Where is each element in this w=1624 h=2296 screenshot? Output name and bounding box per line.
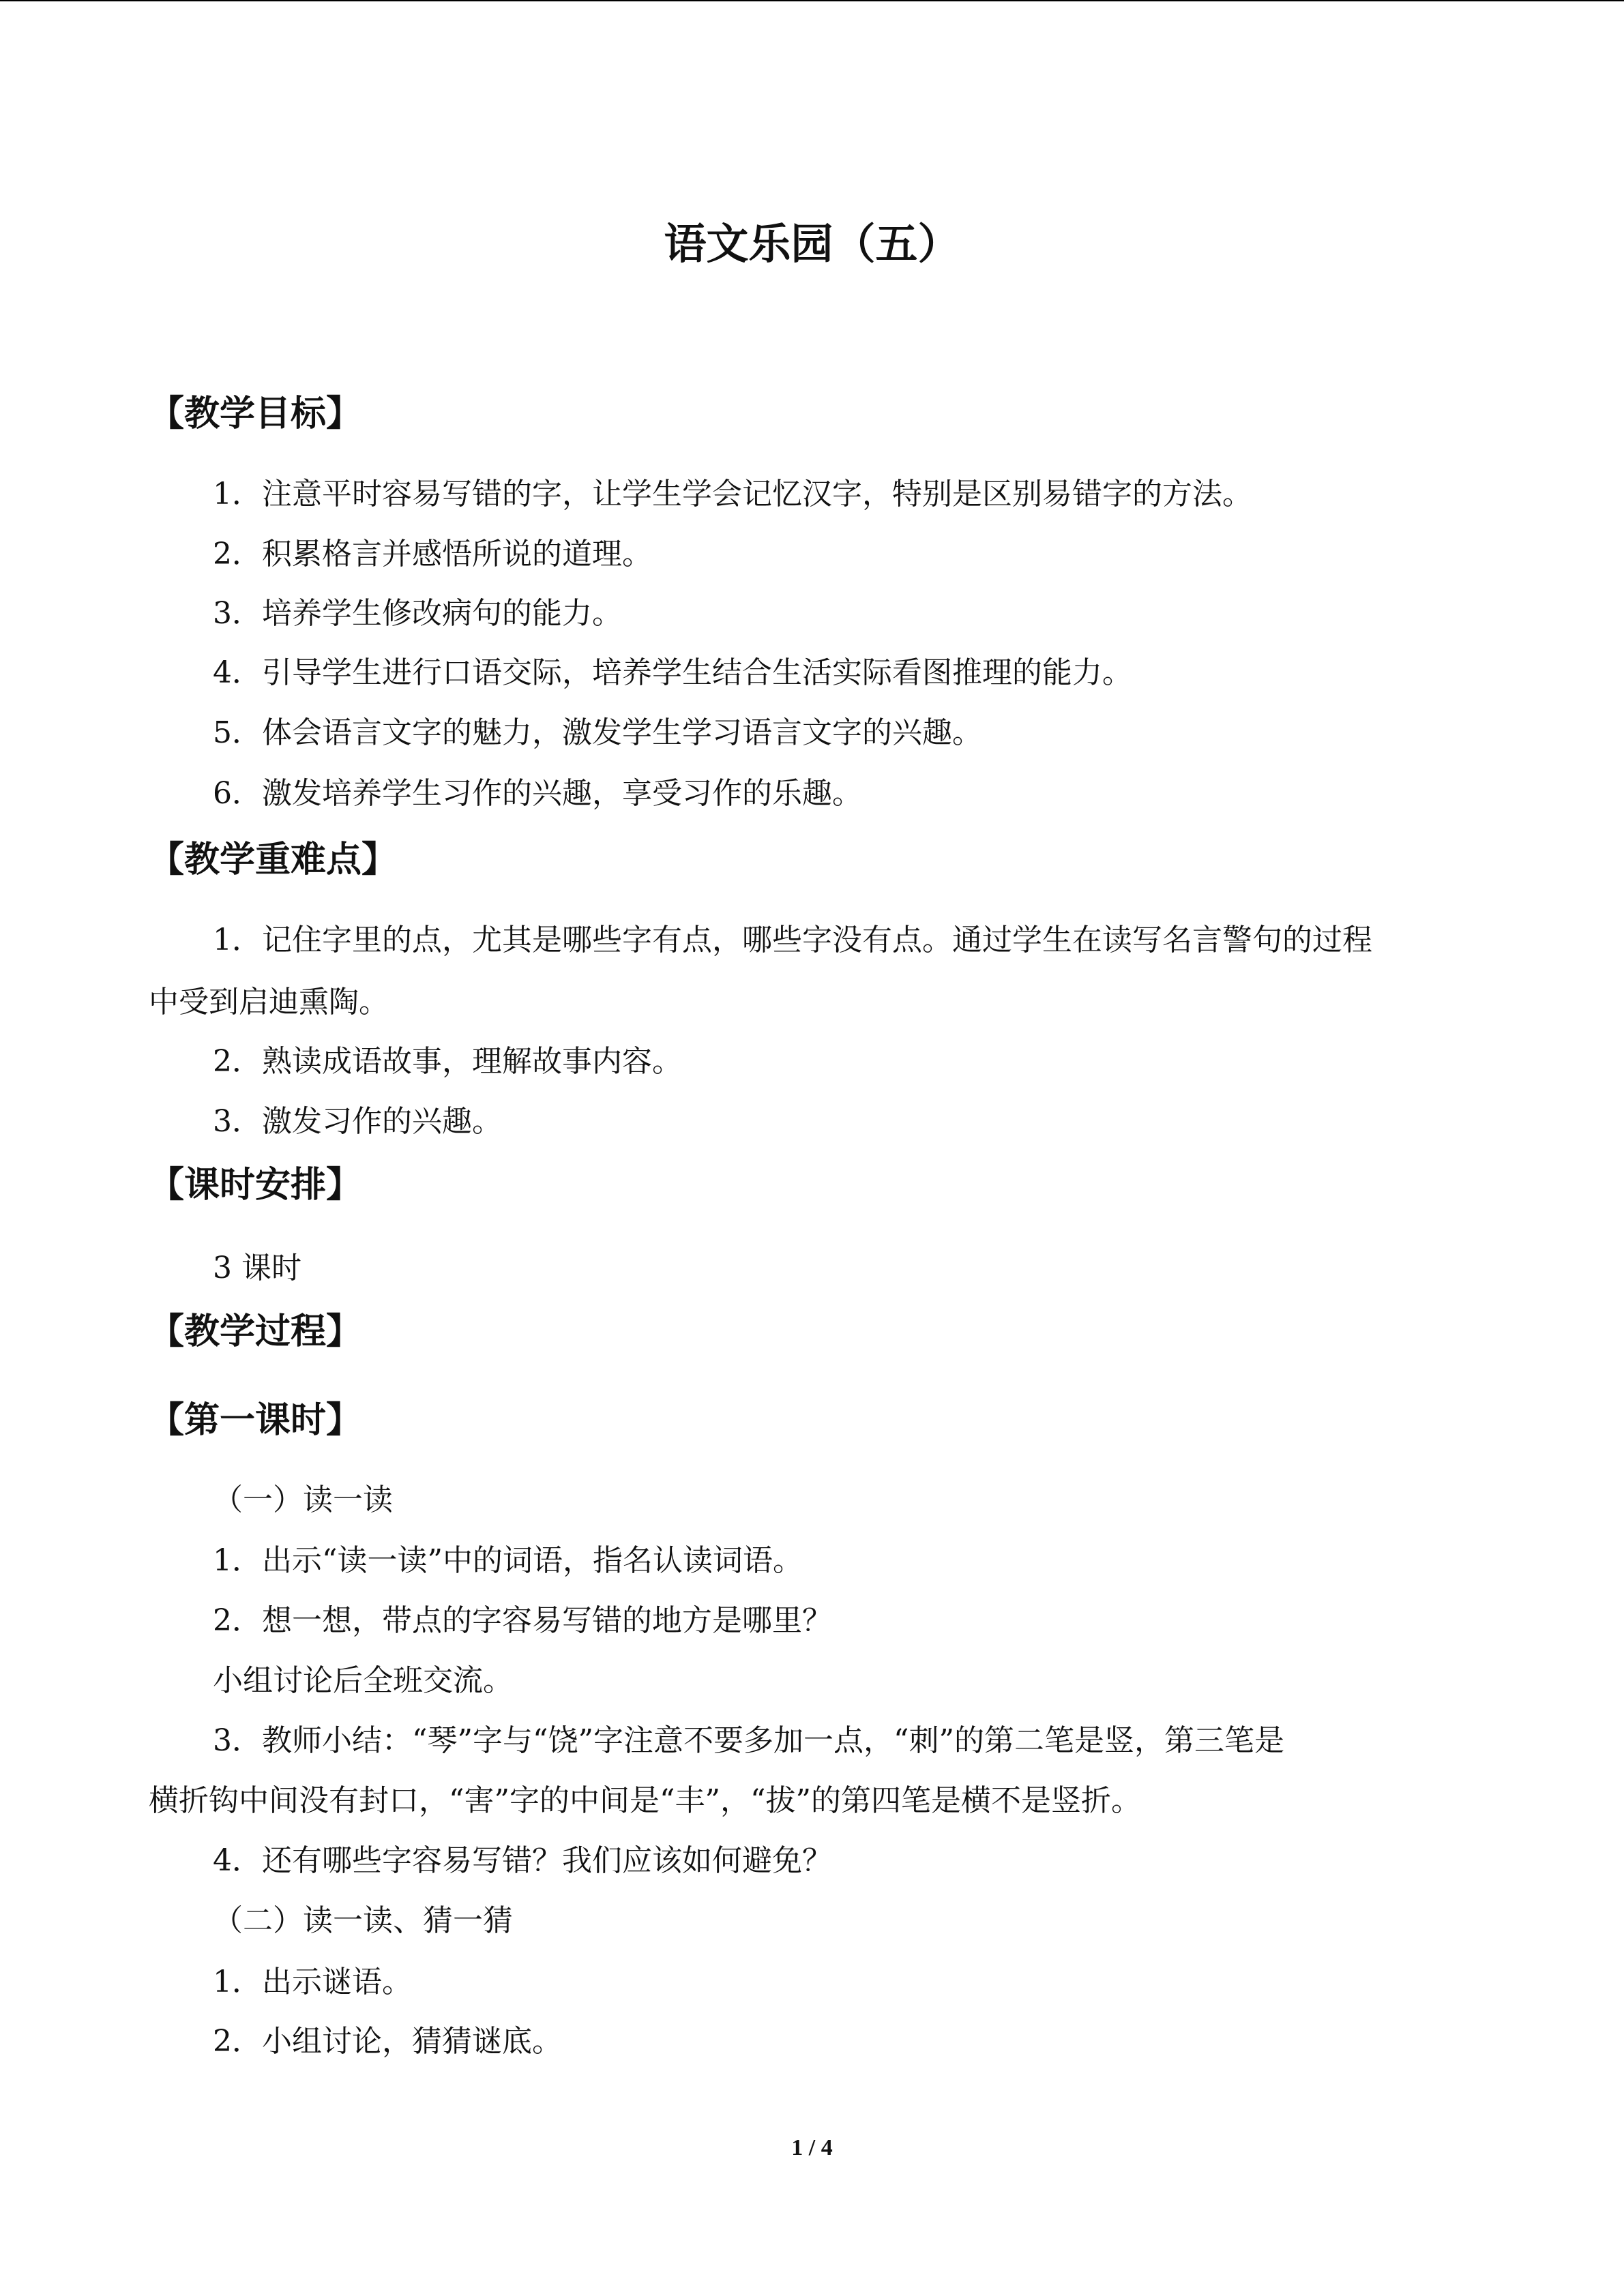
goal-item-3: 3．培养学生修改病句的能力。: [213, 596, 622, 631]
key-point-item-3: 3．激发习作的兴趣。: [213, 1104, 502, 1139]
page-number: 1 / 4: [791, 2135, 833, 2160]
section-1-item-3-line-1: 3．教师小结：“琴”字与“饶”字注意不要多加一点，“刺”的第二笔是竖，第三笔是: [213, 1723, 1284, 1758]
top-border-line: [0, 0, 1624, 1]
heading-schedule: 【课时安排】: [149, 1165, 362, 1206]
goal-item-4: 4．引导学生进行口语交际，培养学生结合生活实际看图推理的能力。: [213, 655, 1132, 690]
section-1-item-1: 1．出示“读一读”中的词语，指名认读词语。: [213, 1543, 803, 1578]
key-point-item-1-line-2: 中受到启迪熏陶。: [149, 985, 389, 1019]
section-1-item-4: 4．还有哪些字容易写错？我们应该如何避免？: [213, 1843, 832, 1878]
section-2-title: （二）读一读、猜一猜: [213, 1903, 513, 1938]
section-1-item-2: 2．想一想，带点的字容易写错的地方是哪里？: [213, 1603, 832, 1638]
goal-item-6: 6．激发培养学生习作的兴趣，享受习作的乐趣。: [213, 776, 862, 811]
heading-teaching-goals: 【教学目标】: [149, 393, 362, 434]
heading-key-points: 【教学重难点】: [149, 839, 398, 880]
key-point-item-2: 2．熟读成语故事，理解故事内容。: [213, 1044, 682, 1079]
page-title: 语文乐园（五）: [664, 219, 960, 269]
section-1-title: （一）读一读: [213, 1482, 393, 1517]
section-1-item-3-line-2: 横折钩中间没有封口，“害”字的中间是“丰”，“拔”的第四笔是横不是竖折。: [149, 1783, 1141, 1818]
goal-item-2: 2．积累格言并感悟所说的道理。: [213, 537, 652, 571]
section-2-item-2: 2．小组讨论，猜猜谜底。: [213, 2024, 562, 2059]
key-point-item-1-line-1: 1．记住字里的点，尤其是哪些字有点，哪些字没有点。通过学生在读写名言警句的过程: [213, 923, 1372, 957]
section-2-item-1: 1．出示谜语。: [213, 1965, 412, 1999]
section-1-note: 小组讨论后全班交流。: [213, 1663, 513, 1698]
heading-lesson-1: 【第一课时】: [149, 1400, 362, 1441]
goal-item-5: 5．体会语言文字的魅力，激发学生学习语言文字的兴趣。: [213, 715, 982, 750]
heading-teaching-process: 【教学过程】: [149, 1311, 362, 1352]
goal-item-1: 1．注意平时容易写错的字，让学生学会记忆汉字，特别是区别易错字的方法。: [213, 477, 1252, 511]
schedule-text: 3 课时: [213, 1251, 301, 1285]
